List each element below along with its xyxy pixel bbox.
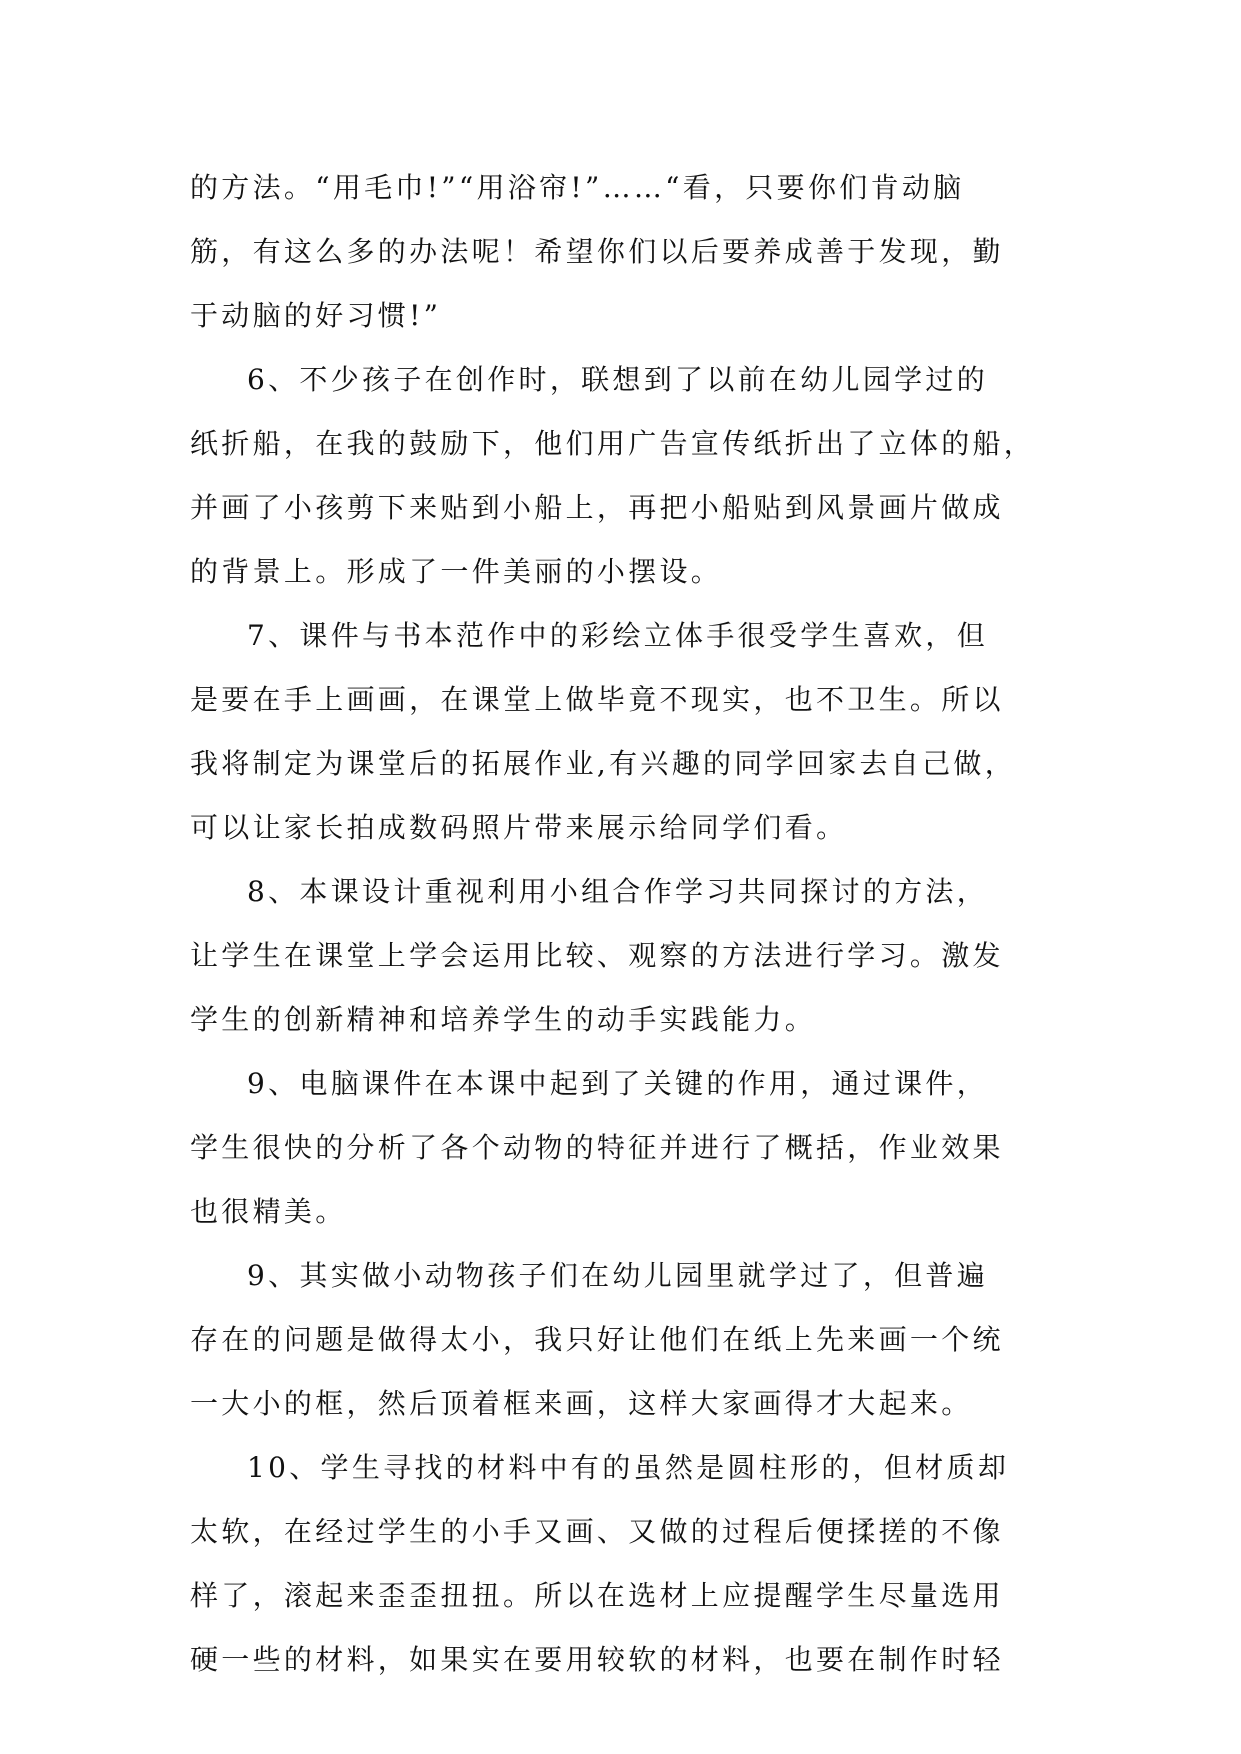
text-line: 6、不少孩子在创作时，联想到了以前在幼儿园学过的 [247,363,989,396]
paragraph-5-continuation [190,156,1052,348]
paragraph-8 [190,860,1052,1052]
text-line: 可以让家长拍成数码照片带来展示给同学们看。 [190,811,848,844]
text-line: 8、本课设计重视利用小组合作学习共同探讨的方法， [247,875,989,908]
paragraph-6 [190,348,1052,604]
paragraph-10 [190,1436,1052,1692]
text-line: 筋，有这么多的办法呢！希望你们以后要养成善于发现，勤 [190,235,1004,268]
text-line: 并画了小孩剪下来贴到小船上，再把小船贴到风景画片做成 [190,491,1004,524]
text-line: 的方法。“用毛巾!”“用浴帘!”……“看，只要你们肯动脑 [190,171,965,204]
text-line: 太软，在经过学生的小手又画、又做的过程后便揉搓的不像 [190,1515,1004,1548]
text-line: 我将制定为课堂后的拓展作业,有兴趣的同学回家去自己做， [190,747,1017,780]
document-body [190,156,1052,1692]
text-line: 学生很快的分析了各个动物的特征并进行了概括，作业效果 [190,1131,1004,1164]
paragraph-9a [190,1052,1052,1244]
text-line: 一大小的框，然后顶着框来画，这样大家画得才大起来。 [190,1387,973,1420]
text-line: 7、课件与书本范作中的彩绘立体手很受学生喜欢，但 [247,619,989,652]
text-line: 10、学生寻找的材料中有的虽然是圆柱形的，但材质却 [247,1451,1010,1484]
text-line: 样了，滚起来歪歪扭扭。所以在选材上应提醒学生尽量选用 [190,1579,1004,1612]
paragraph-7 [190,604,1052,860]
text-line: 也很精美。 [190,1195,347,1228]
text-line: 是要在手上画画，在课堂上做毕竟不现实，也不卫生。所以 [190,683,1004,716]
text-line: 9、电脑课件在本课中起到了关键的作用，通过课件， [247,1067,989,1100]
text-line: 存在的问题是做得太小，我只好让他们在纸上先来画一个统 [190,1323,1004,1356]
text-line: 的背景上。形成了一件美丽的小摆设。 [190,555,723,588]
text-line: 纸折船，在我的鼓励下，他们用广告宣传纸折出了立体的船， [190,427,1036,460]
text-line: 让学生在课堂上学会运用比较、观察的方法进行学习。激发 [190,939,1004,972]
text-line: 9、其实做小动物孩子们在幼儿园里就学过了，但普遍 [247,1259,989,1292]
text-line: 学生的创新精神和培养学生的动手实践能力。 [190,1003,817,1036]
text-line: 硬一些的材料，如果实在要用较软的材料，也要在制作时轻 [190,1643,1004,1676]
paragraph-9b [190,1244,1052,1436]
text-line: 于动脑的好习惯!” [190,299,442,332]
